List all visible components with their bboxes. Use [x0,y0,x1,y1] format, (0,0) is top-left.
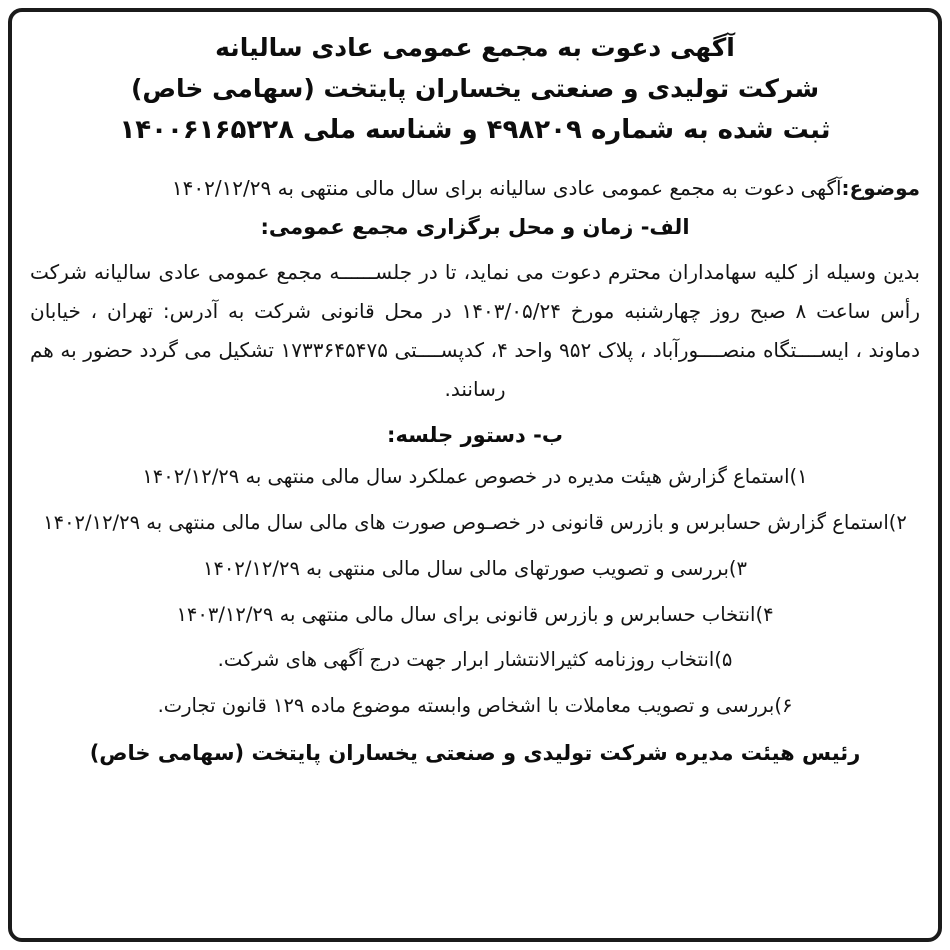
title-line-1: آگهی دعوت به مجمع عمومی عادی سالیانه [215,33,735,62]
document-title-block [30,28,920,151]
title-line-3-registration: ثبت شده به شماره ۴۹۸۲۰۹ و شناسه ملی ۱۴۰۰۶۱۶۵۲۲۸ [119,115,831,145]
agenda-item: ۶)بررسی و تصویب معاملات با اشخاص وابسته موضوع ماده ۱۲۹ قانون تجارت. [157,694,793,718]
agenda-item: ۱)استماع گزارش هیئت مدیره در خصوص عملکرد سال مالی منتهی به ۱۴۰۲/۱۲/۲۹ [142,465,808,489]
agenda-item: ۵)انتخاب روزنامه کثیرالانتشار ابرار جهت درج آگهی های شرکت. [217,648,733,672]
subject-line [30,173,920,203]
subject-text: آگهی دعوت به مجمع عمومی عادی سالیانه برای سال مالی منتهی به ۱۴۰۲/۱۲/۲۹ [171,176,842,201]
subject-label: موضوع: [841,176,920,201]
section-a-body: بدین وسیله از کلیه سهامداران محترم دعوت می نماید، تا در جلســــــه مجمع عمومی عادی سالیانه شرکت رأس ساعت ۸ صبح روز چهارشنبه مورخ ۱۴۰۳/۰۵/۲۴ در محل قانونی شرکت به آدرس: تهران ، خیابان دماوند ، ایســــتگاه منصــــورآباد ، پلاک ۹۵۲ واحد ۴، کدپســــتی ۱۷۳۳۶۴۵۴۷۵ تشکیل می گردد حضور به هم رسانند. [30,260,920,402]
agenda-item: ۲)استماع گزارش حسابرس و بازرس قانونی در خصـوص صورت های مالی سال مالی منتهی به ۱۴۰۲/۱۲/۲۹ [43,510,907,534]
agenda-list [30,462,920,722]
agenda-item: ۳)بررسی و تصویب صورتهای مالی سال مالی منتهی به ۱۴۰۲/۱۲/۲۹ [202,556,748,580]
notice-content [30,18,920,936]
title-line-2: شرکت تولیدی و صنعتی یخساران پایتخت (سهامی خاص) [130,73,820,103]
agenda-item: ۴)انتخاب حسابرس و بازرس قانونی برای سال مالی منتهی به ۱۴۰۳/۱۲/۲۹ [176,602,774,626]
section-b-heading: ب- دستور جلسه: [387,423,563,448]
section-a-heading: الف- زمان و محل برگزاری مجمع عمومی: [260,215,690,240]
signature-line: رئیس هیئت مدیره شرکت تولیدی و صنعتی یخساران پایتخت (سهامی خاص) [89,740,861,765]
